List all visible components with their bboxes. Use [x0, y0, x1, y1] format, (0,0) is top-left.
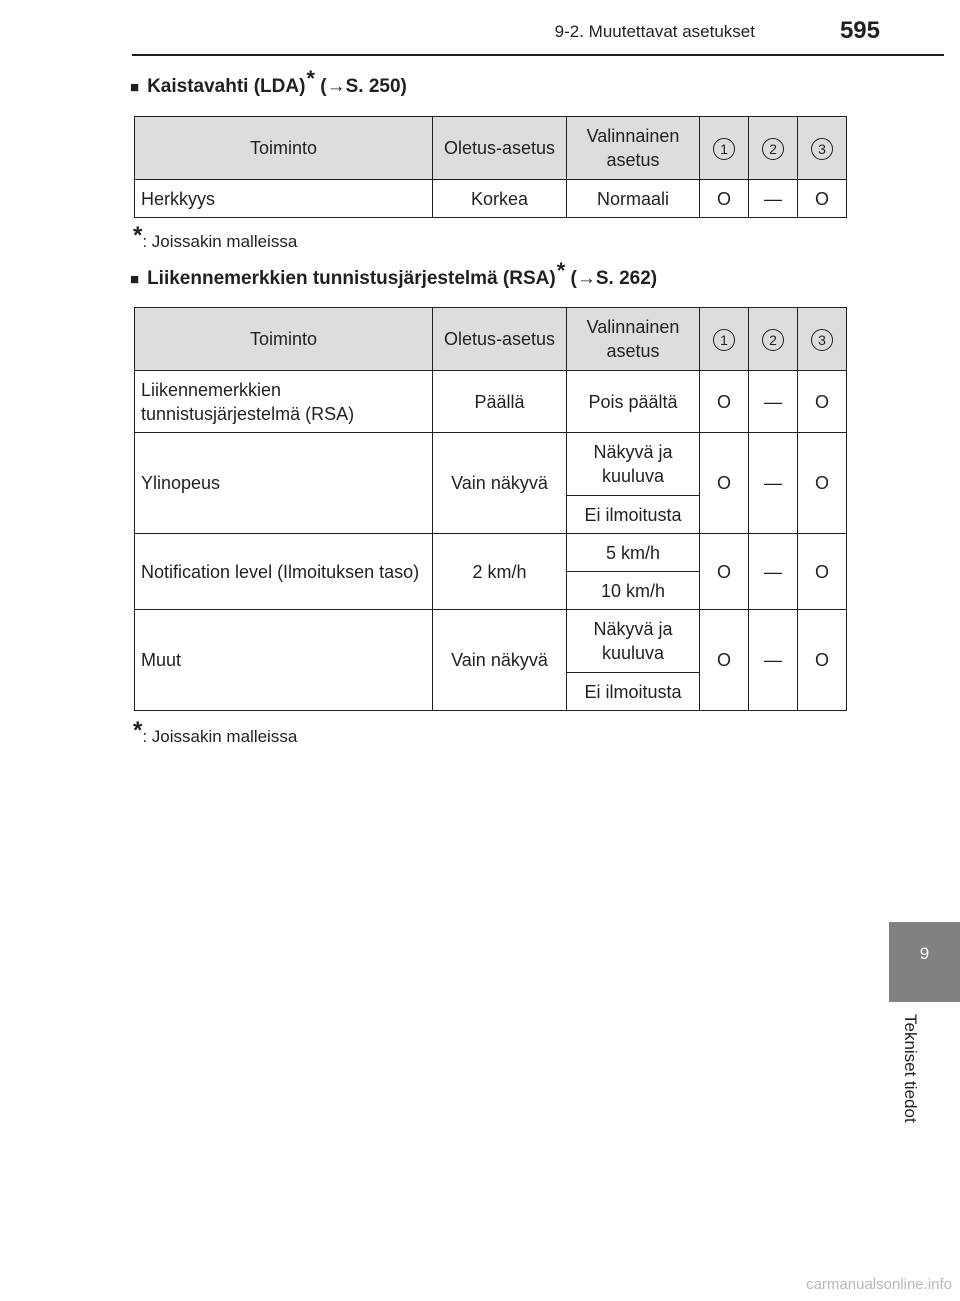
table-header-row: [135, 117, 847, 180]
footnote-text: : Joissakin malleissa: [142, 727, 298, 746]
column-header-optional: Valinnainen asetus: [567, 308, 700, 371]
column-header-2: [749, 308, 798, 371]
circled-number-2-icon: 2: [762, 138, 784, 160]
circled-number-2-icon: 2: [762, 329, 784, 351]
cell-1: O: [700, 371, 749, 433]
cell-optional: 10 km/h: [567, 572, 700, 610]
cell-default: Päällä: [433, 371, 567, 433]
table-header-row: [135, 308, 847, 371]
column-header-1: [700, 117, 749, 180]
cell-3: O: [798, 371, 847, 433]
page-reference: (→S. 262): [570, 268, 658, 289]
section-heading-rsa: [130, 258, 658, 290]
table-row: [135, 534, 847, 572]
cell-optional: Pois päältä: [567, 371, 700, 433]
square-bullet-icon: ■: [130, 79, 140, 96]
cell-2: —: [749, 534, 798, 610]
footnote-asterisk: *: [133, 717, 143, 744]
cell-function: Herkkyys: [135, 180, 433, 218]
page-number: 595: [839, 17, 880, 44]
cell-2: —: [749, 371, 798, 433]
cell-1: O: [700, 534, 749, 610]
cell-3: O: [798, 433, 847, 534]
header-divider: [132, 54, 944, 56]
circled-number-3-icon: 3: [811, 138, 833, 160]
cell-optional: Ei ilmoitusta: [567, 496, 700, 534]
cell-1: O: [700, 610, 749, 711]
circled-number-1-icon: 1: [713, 138, 735, 160]
cell-function: Liikennemerkkien tunnistusjärjestelmä (RSA): [135, 371, 433, 433]
cell-optional: Ei ilmoitusta: [567, 673, 700, 711]
column-header-function: Toiminto: [135, 308, 433, 371]
asterisk-mark: *: [306, 66, 315, 91]
column-header-2: [749, 117, 798, 180]
circled-number-3-icon: 3: [811, 329, 833, 351]
cell-optional: Normaali: [567, 180, 700, 218]
section-heading-lda: [130, 66, 407, 98]
cell-optional: Näkyvä ja kuuluva: [567, 610, 700, 673]
footnote: [133, 222, 298, 254]
cell-2: —: [749, 610, 798, 711]
cell-function: Ylinopeus: [135, 433, 433, 534]
cell-2: —: [749, 180, 798, 218]
footnote-text: : Joissakin malleissa: [142, 232, 298, 251]
table-row: [135, 180, 847, 218]
cell-optional: Näkyvä ja kuuluva: [567, 433, 700, 496]
square-bullet-icon: ■: [130, 271, 140, 288]
chapter-label: Tekniset tiedot: [901, 1014, 920, 1123]
section-title: Liikennemerkkien tunnistusjärjestelmä (RSA): [147, 268, 556, 289]
cell-3: O: [798, 534, 847, 610]
cell-3: O: [798, 180, 847, 218]
settings-table-lda: [134, 116, 847, 218]
cell-default: Vain näkyvä: [433, 433, 567, 534]
column-header-3: [798, 308, 847, 371]
table-row: [135, 610, 847, 673]
table-row: [135, 371, 847, 433]
column-header-3: [798, 117, 847, 180]
chapter-tab: 9: [889, 922, 960, 1002]
cell-function: Muut: [135, 610, 433, 711]
header-section-title: 9-2. Muutettavat asetukset: [554, 22, 755, 41]
column-header-1: [700, 308, 749, 371]
table-row: [135, 433, 847, 496]
asterisk-mark: *: [556, 258, 566, 283]
watermark: carmanualsonline.info: [806, 1276, 952, 1293]
cell-3: O: [798, 610, 847, 711]
cell-optional: 5 km/h: [567, 534, 700, 572]
footnote-asterisk: *: [133, 222, 143, 249]
cell-default: 2 km/h: [433, 534, 567, 610]
circled-number-1-icon: 1: [713, 329, 735, 351]
cell-2: —: [749, 433, 798, 534]
cell-default: Vain näkyvä: [433, 610, 567, 711]
section-title: Kaistavahti (LDA): [147, 76, 306, 97]
cell-1: O: [700, 433, 749, 534]
cell-1: O: [700, 180, 749, 218]
settings-table-rsa: [134, 307, 847, 711]
page-reference: (→S. 250): [320, 76, 407, 97]
column-header-default: Oletus-asetus: [433, 117, 567, 180]
column-header-default: Oletus-asetus: [433, 308, 567, 371]
column-header-optional: Valinnainen asetus: [567, 117, 700, 180]
column-header-function: Toiminto: [135, 117, 433, 180]
cell-function: Notification level (Ilmoituksen taso): [135, 534, 433, 610]
cell-default: Korkea: [433, 180, 567, 218]
footnote: [133, 717, 298, 749]
